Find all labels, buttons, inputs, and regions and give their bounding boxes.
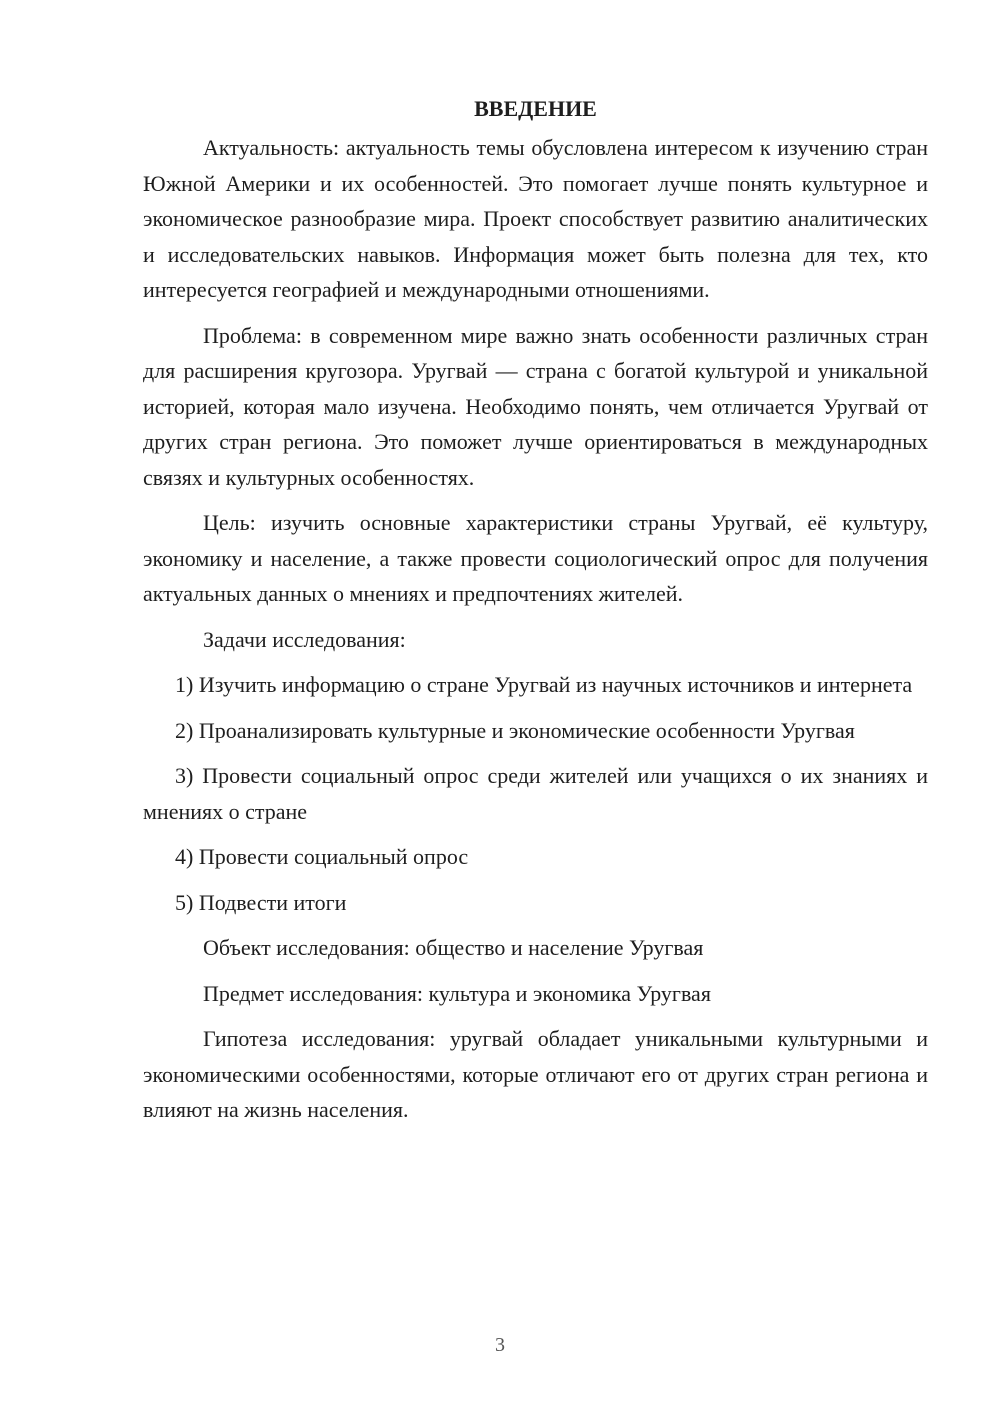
section-title: ВВЕДЕНИЕ [474,96,597,121]
problem-paragraph: Проблема: в современном мире важно знать особенности различных стран для расширения кругозора. Уругвай — страна с богатой культурой и уникальной историей, которая мало изучена. Необходимо понять, чем отличается Уругвай от других стран региона. Это поможет лучше ориентироваться в международных связях и культурных особенностях. [143,322,928,490]
research-subject: Предмет исследования: культура и экономика Уругвая [203,980,711,1006]
goal-paragraph: Цель: изучить основные характеристики страны Уругвай, её культуру, экономику и население, а также провести социологический опрос для получения актуальных данных о мнениях и предпочтениях жителей. [143,510,928,606]
relevance-paragraph: Актуальность: актуальность темы обусловлена интересом к изучению стран Южной Америки и их особенностей. Это помогает лучше понять культурное и экономическое разнообразие мира. Проект способствует развитию аналитических и исследовательских навыков. Информация может быть полезна для тех, кто интересуется географией и международными отношениями. [143,135,928,302]
task-item-5: 5) Подвести итоги [175,889,347,915]
task-item-3: 3) Провести социальный опрос среди жителей или учащихся о их знаниях и мнениях о стране [143,763,928,824]
document-page [143,92,928,1138]
task-item-4: 4) Провести социальный опрос [175,844,469,869]
task-item-1: 1) Изучить информацию о стране Уругвай из научных источников и интернета [175,672,913,697]
research-object: Объект исследования: общество и население Уругвая [203,935,704,960]
research-hypothesis: Гипотеза исследования: уругвай обладает уникальными культурными и экономическими особенностями, которые отличают его от других стран региона и влияют на жизнь населения. [143,1026,928,1122]
task-item-2: 2) Проанализировать культурные и экономические особенности Уругвая [175,717,855,743]
page-number: 3 [495,1334,505,1356]
tasks-heading: Задачи исследования: [203,626,406,652]
